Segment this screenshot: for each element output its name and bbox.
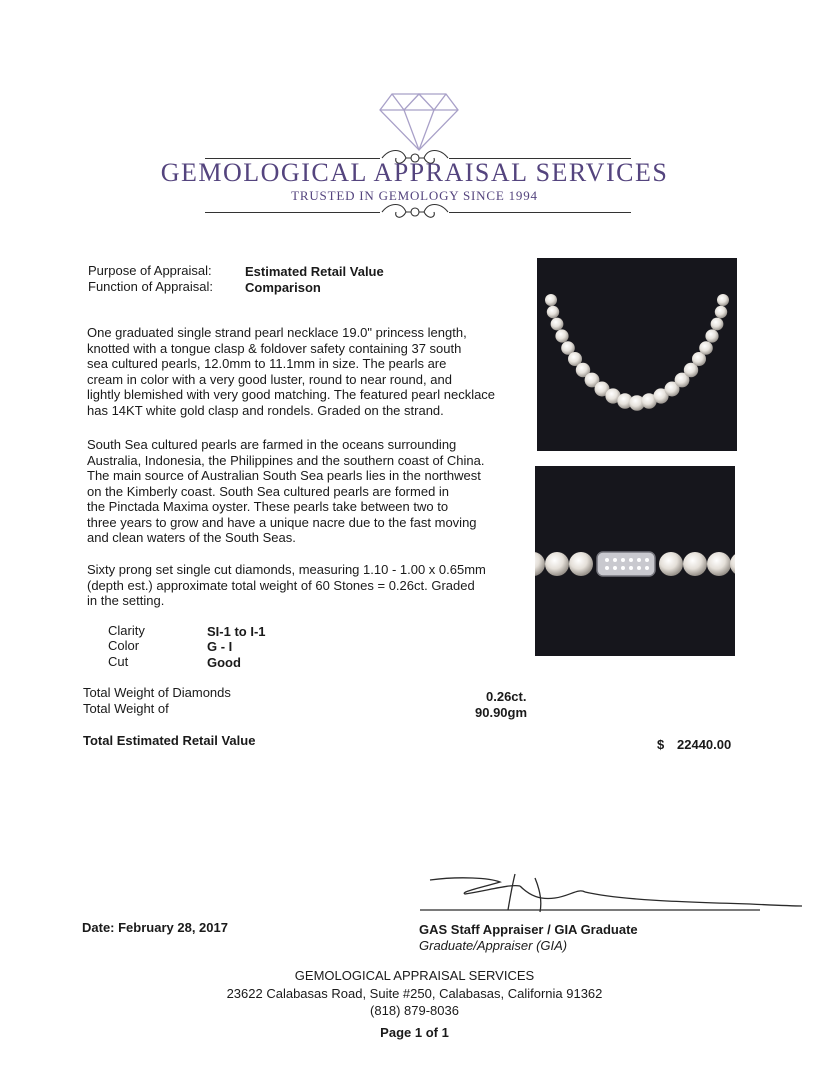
clasp-photo <box>535 466 735 656</box>
flourish-icon <box>380 200 450 224</box>
total-value-label: Total Estimated Retail Value <box>83 733 256 748</box>
text-line: The main source of Australian South Sea pearls lies in the northwest <box>87 468 481 483</box>
cut-value: Good <box>207 655 241 670</box>
purpose-value: Estimated Retail Value <box>245 264 384 279</box>
diamond-icon <box>378 90 460 152</box>
text-line: lightly blemished with very good matching. The featured pearl necklace <box>87 387 496 402</box>
appraiser-title: GAS Staff Appraiser / GIA Graduate <box>419 922 638 937</box>
text-line: Sixty prong set single cut diamonds, measuring 1.10 - 1.00 x 0.65mm <box>87 562 486 577</box>
header-rule-bottom <box>205 212 380 213</box>
clarity-label: Clarity <box>108 623 145 638</box>
total-value-currency: $ <box>657 737 665 752</box>
text-line: One graduated single strand pearl necklace 19.0" princess length, <box>87 325 467 340</box>
function-label: Function of Appraisal: <box>88 279 214 294</box>
page-number: Page 1 of 1 <box>380 1025 449 1040</box>
color-value: G - I <box>207 639 233 654</box>
necklace-photo <box>537 258 737 451</box>
description-paragraph-2 <box>87 437 527 546</box>
text-line: (depth est.) approximate total weight of 60 Stones = 0.26ct. Graded <box>87 577 475 593</box>
total-weight-value: 90.90gm <box>475 705 528 720</box>
description-paragraph-1 <box>87 325 527 418</box>
color-label: Color <box>108 638 140 653</box>
footer-address: 23622 Calabasas Road, Suite #250, Calabasas, California 91362 <box>226 986 603 1001</box>
text-line: South Sea cultured pearls are farmed in the oceans surrounding <box>87 437 457 452</box>
footer-company: GEMOLOGICAL APPRAISAL SERVICES <box>294 968 535 983</box>
text-line: has 14KT white gold clasp and rondels. Graded on the strand. <box>87 402 444 418</box>
appraiser-subtitle: Graduate/Appraiser (GIA) <box>419 938 568 953</box>
cut-label: Cut <box>108 654 129 669</box>
diamond-weight-label: Total Weight of Diamonds <box>83 685 231 700</box>
text-line: and clean waters of the South Seas. <box>87 530 296 545</box>
total-value-amount: 22440.00 <box>677 737 732 752</box>
text-line: knotted with a tongue clasp & foldover safety containing 37 south <box>87 340 462 356</box>
company-name: GEMOLOGICAL APPRAISAL SERVICES <box>160 158 669 187</box>
purpose-label: Purpose of Appraisal: <box>88 263 212 278</box>
description-paragraph-3 <box>87 562 527 609</box>
text-line: sea cultured pearls, 12.0mm to 11.1mm in size. The pearls are <box>87 356 447 371</box>
text-line: in the setting. <box>87 593 165 608</box>
text-line: three years to grow and have a unique nacre due to the fast moving <box>87 514 477 530</box>
pearl-clasp-icon <box>535 466 735 656</box>
appraisal-date: Date: February 28, 2017 <box>82 920 228 935</box>
signature-image <box>420 866 805 918</box>
total-weight-label: Total Weight of <box>83 701 169 716</box>
text-line: cream in color with a very good luster, round to near round, and <box>87 371 452 387</box>
text-line: on the Kimberly coast. South Sea cultured pearls are formed in <box>87 483 450 499</box>
text-line: Australia, Indonesia, the Philippines and the southern coast of China. <box>87 452 485 468</box>
footer-phone: (818) 879-8036 <box>370 1003 459 1018</box>
function-value: Comparison <box>245 280 321 295</box>
company-tagline: TRUSTED IN GEMOLOGY SINCE 1994 <box>291 188 538 203</box>
pearl-necklace-icon <box>537 258 737 451</box>
header-rule-bottom-right <box>449 212 631 213</box>
clarity-value: SI-1 to I-1 <box>207 624 266 639</box>
diamond-weight-value: 0.26ct. <box>486 689 527 704</box>
text-line: the Pinctada Maxima oyster. These pearls take between two to <box>87 499 449 514</box>
